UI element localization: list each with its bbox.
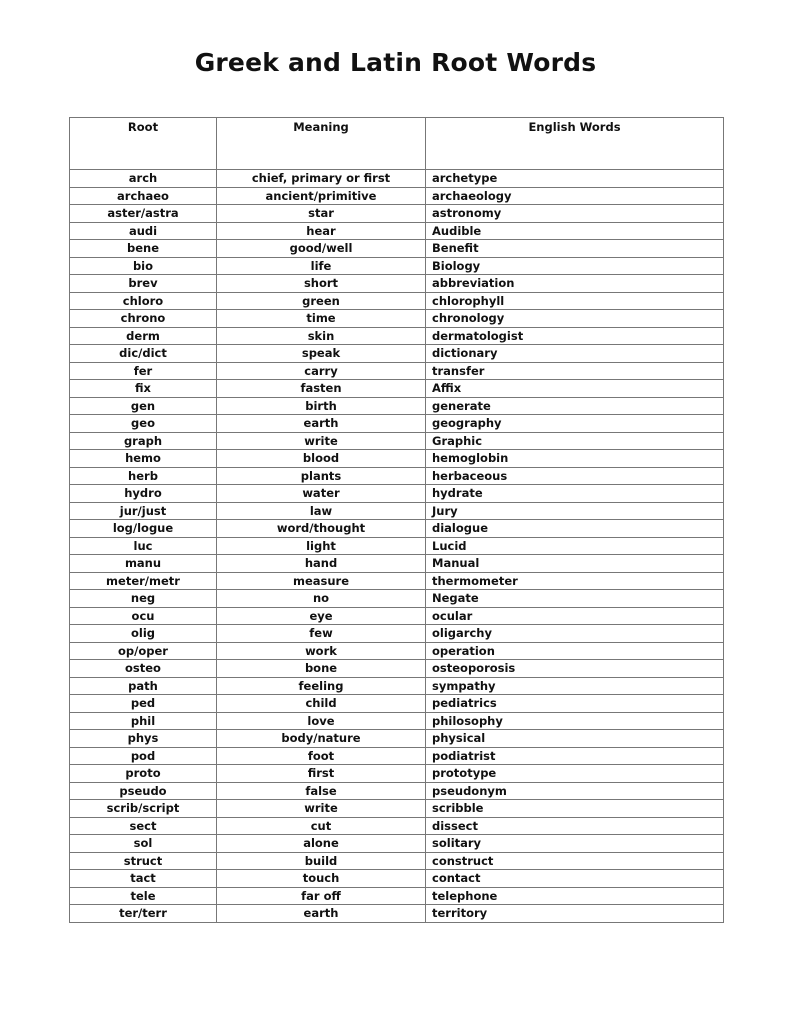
meaning-cell: no [217,590,426,608]
root-cell: luc [70,537,217,555]
english-word-cell: Graphic [426,432,724,450]
root-cell: phil [70,712,217,730]
table-row [70,362,724,380]
root-cell: meter/metr [70,572,217,590]
table-row [70,905,724,923]
meaning-cell: hear [217,222,426,240]
meaning-cell: word/thought [217,520,426,538]
meaning-cell: good/well [217,240,426,258]
table-row [70,450,724,468]
english-word-cell: pseudonym [426,782,724,800]
table-row [70,292,724,310]
root-cell: aster/astra [70,205,217,223]
english-word-cell: thermometer [426,572,724,590]
table-header [70,118,724,170]
meaning-cell: life [217,257,426,275]
english-word-cell: construct [426,852,724,870]
english-word-cell: geography [426,415,724,433]
english-word-cell: Negate [426,590,724,608]
table-row [70,485,724,503]
root-cell: log/logue [70,520,217,538]
table-row [70,415,724,433]
table-row [70,887,724,905]
root-cell: brev [70,275,217,293]
root-cell: op/oper [70,642,217,660]
meaning-cell: love [217,712,426,730]
table-row [70,695,724,713]
table-row [70,205,724,223]
root-cell: phys [70,730,217,748]
table-row [70,380,724,398]
meaning-cell: false [217,782,426,800]
table-row [70,677,724,695]
table-row [70,170,724,188]
meaning-cell: skin [217,327,426,345]
english-word-cell: hydrate [426,485,724,503]
english-word-cell: territory [426,905,724,923]
root-cell: olig [70,625,217,643]
meaning-cell: fasten [217,380,426,398]
english-word-cell: osteoporosis [426,660,724,678]
root-cell: path [70,677,217,695]
root-cell: sect [70,817,217,835]
meaning-cell: water [217,485,426,503]
meaning-cell: earth [217,905,426,923]
table-row [70,712,724,730]
meaning-cell: first [217,765,426,783]
meaning-cell: ancient/primitive [217,187,426,205]
meaning-cell: star [217,205,426,223]
english-word-cell: pediatrics [426,695,724,713]
table-row [70,765,724,783]
root-cell: herb [70,467,217,485]
table-row [70,817,724,835]
meaning-cell: green [217,292,426,310]
meaning-cell: alone [217,835,426,853]
root-cell: graph [70,432,217,450]
table-row [70,835,724,853]
root-cell: jur/just [70,502,217,520]
root-cell: hemo [70,450,217,468]
meaning-cell: foot [217,747,426,765]
meaning-cell: write [217,432,426,450]
meaning-cell: body/nature [217,730,426,748]
root-cell: archaeo [70,187,217,205]
meaning-cell: birth [217,397,426,415]
meaning-cell: write [217,800,426,818]
root-cell: dic/dict [70,345,217,363]
meaning-cell: short [217,275,426,293]
root-cell: bio [70,257,217,275]
english-word-cell: sympathy [426,677,724,695]
root-cell: chloro [70,292,217,310]
table-row [70,327,724,345]
root-cell: gen [70,397,217,415]
english-word-cell: physical [426,730,724,748]
meaning-cell: few [217,625,426,643]
root-cell: arch [70,170,217,188]
root-cell: struct [70,852,217,870]
table-row [70,572,724,590]
table-row [70,520,724,538]
table-row [70,852,724,870]
english-word-cell: chlorophyll [426,292,724,310]
meaning-cell: hand [217,555,426,573]
root-cell: neg [70,590,217,608]
meaning-cell: touch [217,870,426,888]
meaning-cell: speak [217,345,426,363]
meaning-cell: measure [217,572,426,590]
english-word-cell: scribble [426,800,724,818]
english-word-cell: dialogue [426,520,724,538]
english-word-cell: Lucid [426,537,724,555]
meaning-cell: chief, primary or first [217,170,426,188]
root-cell: ped [70,695,217,713]
meaning-cell: plants [217,467,426,485]
header-row [70,118,724,170]
table-row [70,800,724,818]
english-word-cell: Biology [426,257,724,275]
meaning-cell: build [217,852,426,870]
english-word-cell: podiatrist [426,747,724,765]
column-header-meaning: Meaning [217,118,426,170]
english-word-cell: oligarchy [426,625,724,643]
table-row [70,537,724,555]
table-row [70,607,724,625]
table-row [70,187,724,205]
meaning-cell: work [217,642,426,660]
table-body [70,170,724,923]
root-cell: proto [70,765,217,783]
meaning-cell: carry [217,362,426,380]
root-cell: pod [70,747,217,765]
meaning-cell: bone [217,660,426,678]
table-row [70,625,724,643]
english-word-cell: archaeology [426,187,724,205]
table-row [70,310,724,328]
english-word-cell: chronology [426,310,724,328]
root-cell: osteo [70,660,217,678]
english-word-cell: archetype [426,170,724,188]
english-word-cell: solitary [426,835,724,853]
meaning-cell: law [217,502,426,520]
english-word-cell: hemoglobin [426,450,724,468]
english-word-cell: Affix [426,380,724,398]
table-row [70,730,724,748]
english-word-cell: abbreviation [426,275,724,293]
root-cell: scrib/script [70,800,217,818]
meaning-cell: far off [217,887,426,905]
root-cell: ocu [70,607,217,625]
english-word-cell: dermatologist [426,327,724,345]
table-row [70,257,724,275]
table-row [70,502,724,520]
table-row [70,397,724,415]
table-row [70,642,724,660]
table-row [70,345,724,363]
root-cell: tact [70,870,217,888]
meaning-cell: light [217,537,426,555]
english-word-cell: dictionary [426,345,724,363]
table-row [70,747,724,765]
english-word-cell: operation [426,642,724,660]
meaning-cell: feeling [217,677,426,695]
english-word-cell: astronomy [426,205,724,223]
root-cell: chrono [70,310,217,328]
root-cell: ter/terr [70,905,217,923]
root-words-table [69,117,724,923]
table-row [70,870,724,888]
meaning-cell: child [217,695,426,713]
english-word-cell: generate [426,397,724,415]
root-cell: fer [70,362,217,380]
table-row [70,555,724,573]
meaning-cell: blood [217,450,426,468]
english-word-cell: Jury [426,502,724,520]
meaning-cell: eye [217,607,426,625]
page-title: Greek and Latin Root Words [194,48,597,77]
table-row [70,660,724,678]
meaning-cell: earth [217,415,426,433]
meaning-cell: time [217,310,426,328]
table-row [70,467,724,485]
root-cell: sol [70,835,217,853]
english-word-cell: herbaceous [426,467,724,485]
table-row [70,275,724,293]
column-header-english-words: English Words [426,118,724,170]
root-cell: tele [70,887,217,905]
english-word-cell: prototype [426,765,724,783]
column-header-root: Root [70,118,217,170]
meaning-cell: cut [217,817,426,835]
english-word-cell: dissect [426,817,724,835]
english-word-cell: transfer [426,362,724,380]
english-word-cell: contact [426,870,724,888]
table-row [70,222,724,240]
root-cell: pseudo [70,782,217,800]
table-row [70,432,724,450]
table-row [70,782,724,800]
root-cell: manu [70,555,217,573]
english-word-cell: Benefit [426,240,724,258]
english-word-cell: Manual [426,555,724,573]
root-cell: bene [70,240,217,258]
english-word-cell: telephone [426,887,724,905]
english-word-cell: Audible [426,222,724,240]
table-row [70,240,724,258]
root-cell: hydro [70,485,217,503]
root-cell: fix [70,380,217,398]
root-cell: geo [70,415,217,433]
root-cell: audi [70,222,217,240]
english-word-cell: philosophy [426,712,724,730]
root-cell: derm [70,327,217,345]
english-word-cell: ocular [426,607,724,625]
table-row [70,590,724,608]
